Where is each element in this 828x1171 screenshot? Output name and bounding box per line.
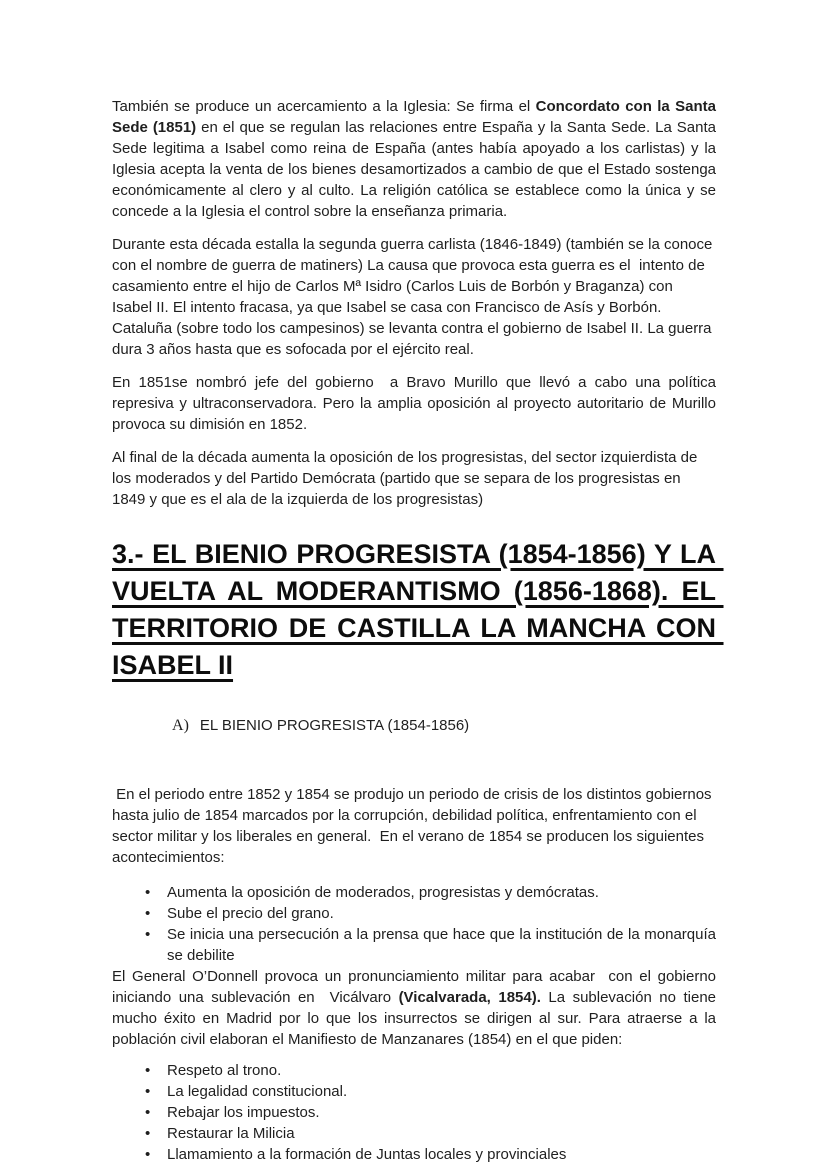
paragraph-odonnell (112, 966, 721, 1050)
paragraph-text: en el que se regulan las relaciones entre España y la Santa Sede. La Santa Sede legitima a Isabel como reina de España (antes había apoyado a los carlistas) y la Iglesia acepta la venta de los bienes desamortizados a cambio de que el Estado sostenga económicamente al clero y al culto. La religión católica se establece como la única y se concede a la Iglesia el control sobre la enseñanza primaria. (112, 119, 721, 220)
bold-vicalvarada: (Vicalvarada, 1854). (398, 989, 541, 1006)
list-item-impuestos: • Rebajar los impuestos. (112, 1102, 716, 1123)
list-item-legalidad: • La legalidad constitucional. (112, 1081, 716, 1102)
list-item-milicia: • Restaurar la Milicia (112, 1123, 716, 1144)
list-manifiesto-manzanares (112, 1060, 716, 1165)
list-item-persecucion-prensa: • Se inicia una persecución a la prensa que hace que la institución de la monarquía se debilite (112, 924, 716, 966)
list-acontecimientos (112, 882, 721, 966)
subsection-heading (147, 694, 716, 757)
list-item-respeto-trono: • Respeto al trono. (112, 1060, 716, 1081)
paragraph-bravo-murillo: En 1851se nombró jefe del gobierno a Bravo Murillo que llevó a cabo una política represiva y ultraconservadora. Pero la amplia oposición al proyecto autoritario de Murillo provoca su dimisión en 1852. (112, 374, 721, 433)
subsection-title: EL BIENIO PROGRESISTA (1854-1856) (199, 717, 470, 734)
paragraph-oposicion-decada: Al final de la década aumenta la oposición de los progresistas, del sector izquierdista de los moderados y del Partido Demócrata (partido que se separa de los progresistas en 1849 y que es el ala de la izquierda de los progresistas) (112, 449, 702, 508)
section-heading: 3.- EL BIENIO PROGRESISTA (1854-1856) Y LA VUELTA AL MODERANTISMO (1856-1868). EL TERRITORIO DE CASTILLA LA MANCHA CON ISABEL II (112, 539, 724, 680)
paragraph-guerra-carlista: Durante esta década estalla la segunda guerra carlista (1846-1849) (también se la conoce con el nombre de guerra de matiners) La causa que provoca esta guerra es el intento de casamiento entre el hijo de Carlos Mª Isidro (Carlos Luis de Borbón y Braganza) con Isabel II. El intento fracasa, ya que Isabel se casa con Francisco de Asís y Borbón. Cataluña (sobre todo los campesinos) se levanta contra el gobierno de Isabel II. La guerra dura 3 años hasta que es sofocada por el ejército real. (112, 236, 717, 358)
paragraph-crisis-gobiernos: En el periodo entre 1852 y 1854 se produjo un periodo de crisis de los distintos gobiernos hasta julio de 1854 marcados por la corrupción, debilidad política, enfrentamiento con el sector militar y los liberales en general. En el verano de 1854 se producen los siguientes acontecimientos: (112, 786, 716, 866)
list-item-juntas: • Llamamiento a la formación de Juntas locales y provinciales (112, 1144, 716, 1165)
paragraph-text: La sublevación no tiene mucho éxito en Madrid por lo que los insurrectos se dirigen al sur. Para atraerse a la población civil elaboran el Manifiesto de Manzanares (1854) en el que piden: (112, 989, 721, 1048)
bold-concordato: Concordato con la Santa Sede (1851) (112, 98, 721, 136)
paragraph-text: También se produce un acercamiento a la Iglesia: Se firma el (112, 98, 536, 115)
subsection-label: A) (172, 717, 189, 734)
paragraph-concordato (112, 96, 721, 222)
list-item-oposicion: • Aumenta la oposición de moderados, progresistas y demócratas. (112, 882, 716, 903)
list-item-precio-grano: • Sube el precio del grano. (112, 903, 716, 924)
paragraph-text: El General O’Donnell provoca un pronunciamiento militar para acabar con el gobierno iniciando una sublevación en Vicálvaro (112, 968, 721, 1006)
